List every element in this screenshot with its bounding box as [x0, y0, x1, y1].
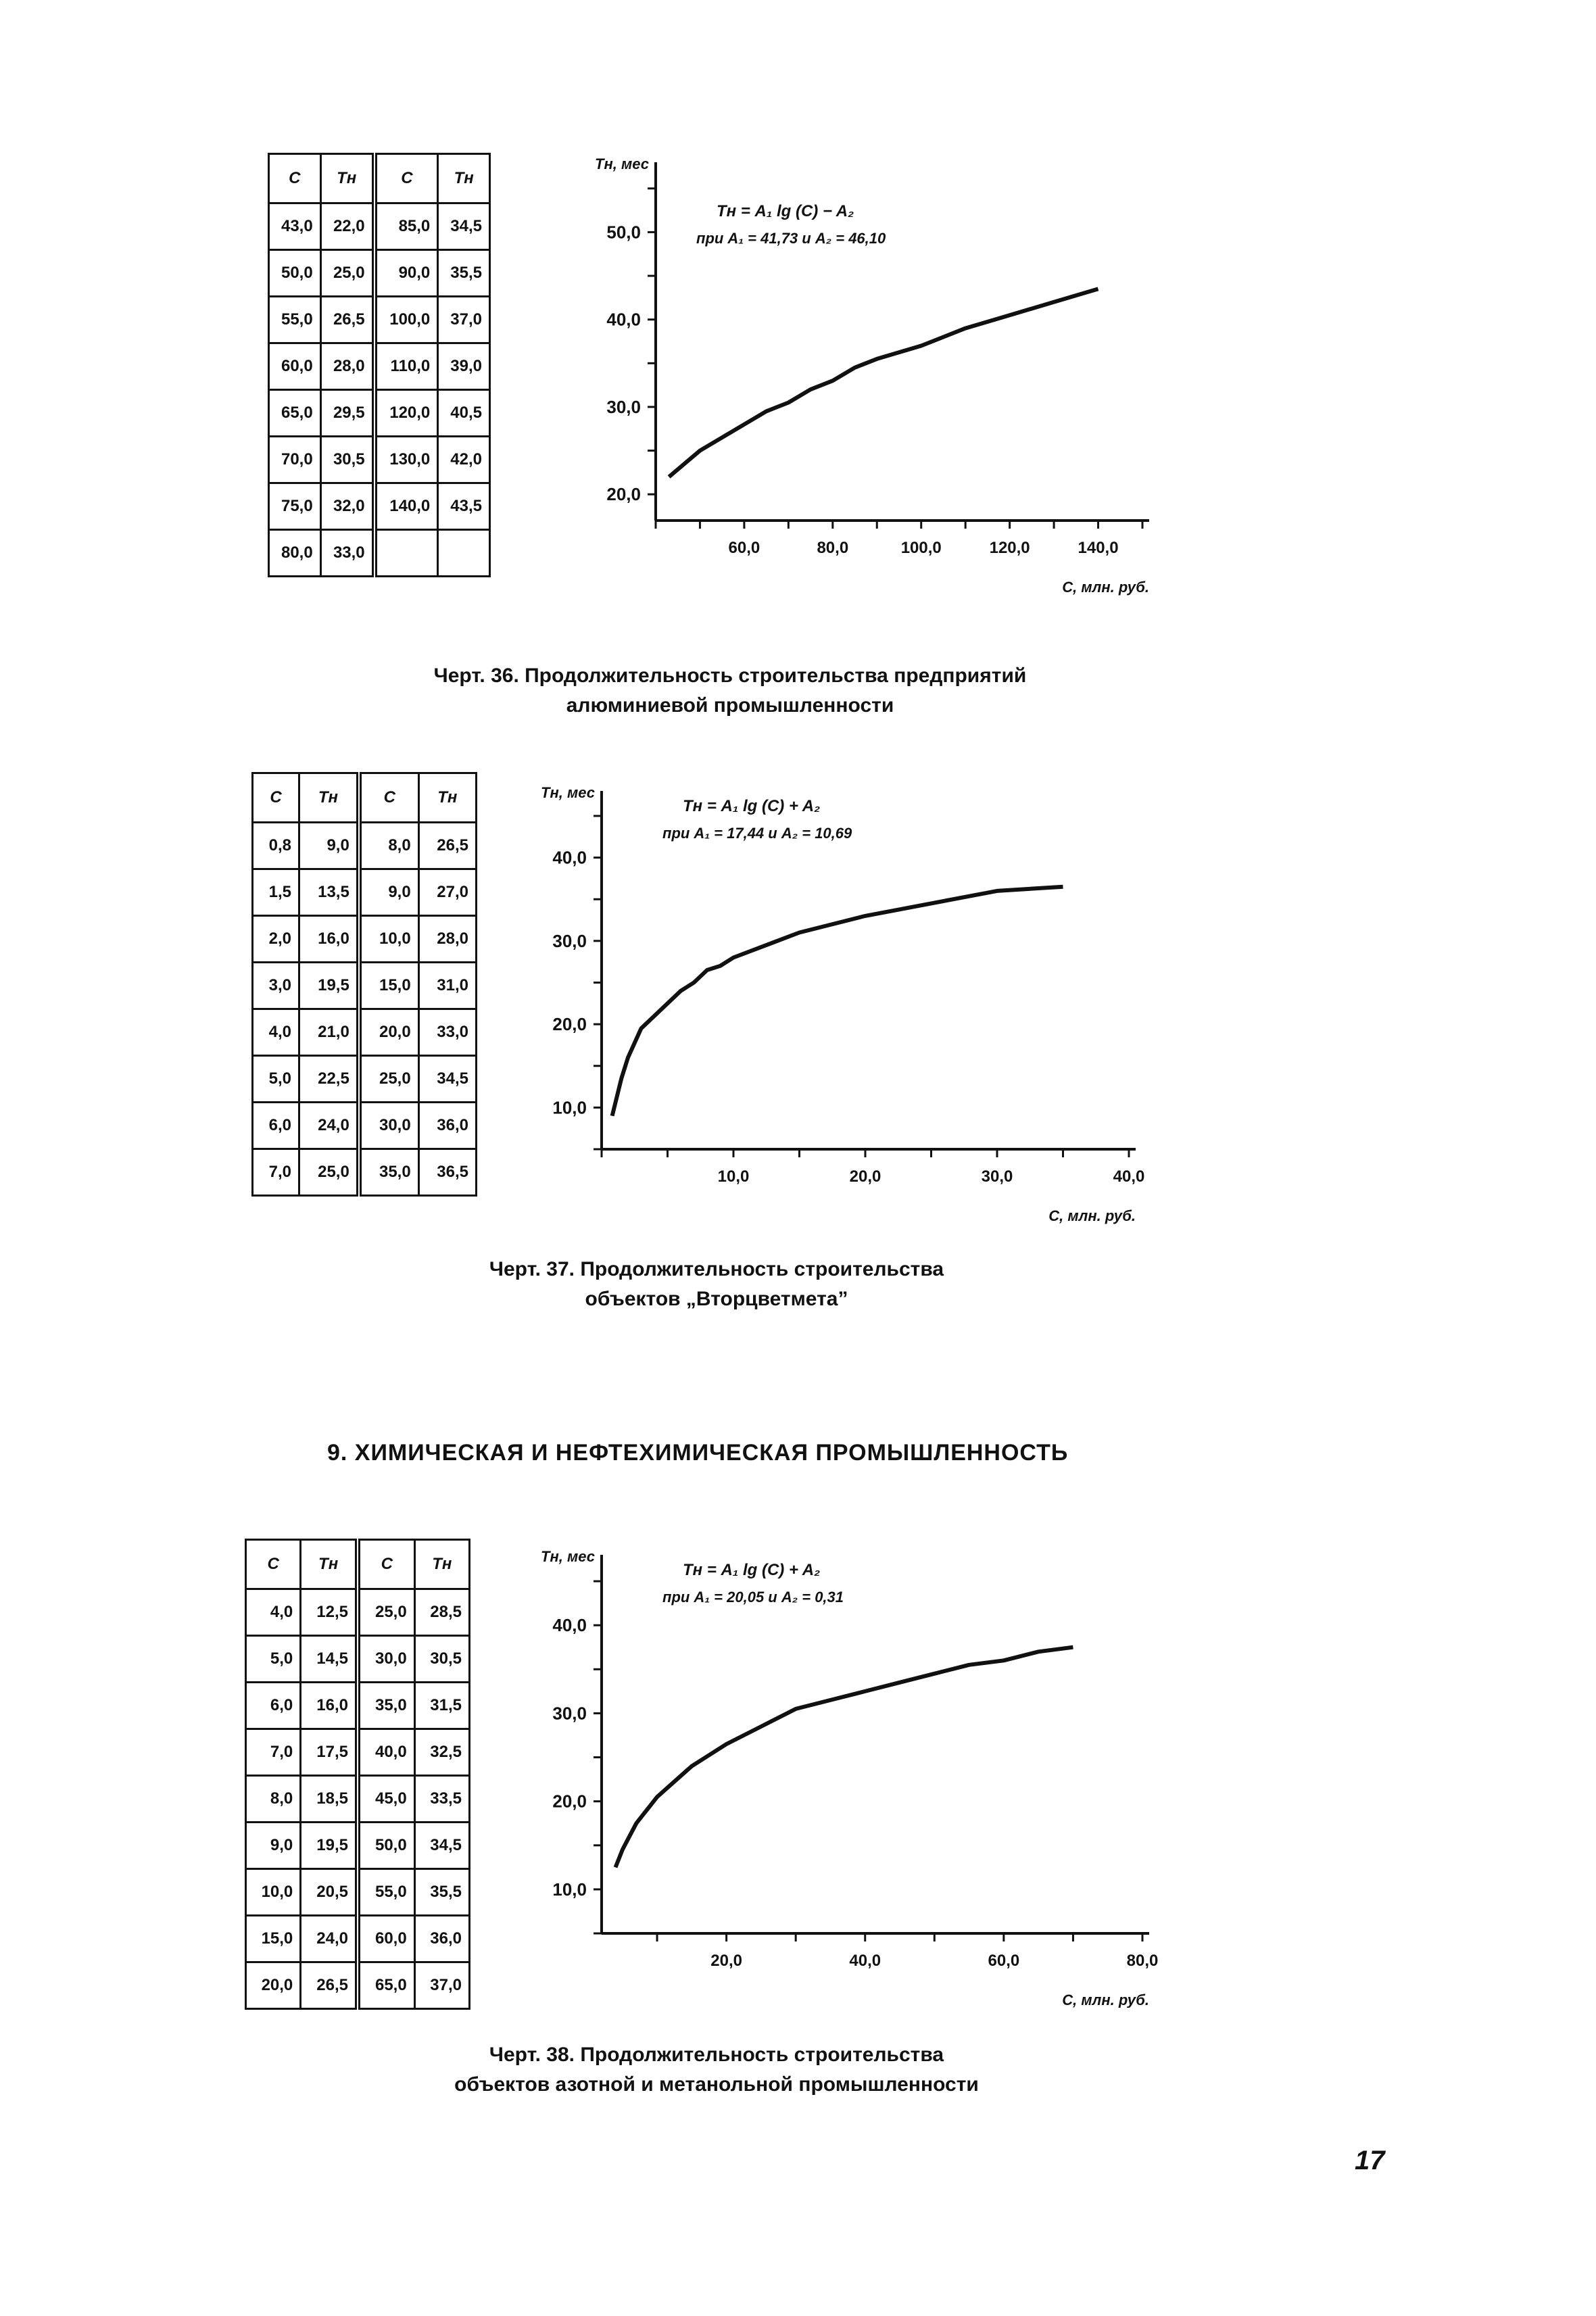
x-tick-label: 30,0 — [981, 1167, 1013, 1186]
table-cell: 43,0 — [269, 203, 321, 250]
fig37-caption: Черт. 37. Продолжительность строительства объектов „Вторцветмета” — [489, 1258, 944, 1310]
fig38-table — [245, 1539, 470, 2010]
table-cell: 35,5 — [438, 250, 490, 297]
x-tick-label: 60,0 — [988, 1952, 1020, 1970]
table-cell: 25,0 — [320, 250, 374, 297]
table-cell: 31,0 — [418, 963, 476, 1009]
table-cell: 36,0 — [418, 1103, 476, 1149]
table-row — [253, 1149, 477, 1196]
table-cell: 55,0 — [269, 297, 321, 343]
table-cell: 20,0 — [246, 1962, 301, 2009]
table-cell: 1,5 — [253, 869, 299, 916]
table-cell: 25,0 — [358, 1589, 414, 1636]
table-header-row — [246, 1540, 470, 1589]
x-tick-label: 120,0 — [989, 539, 1030, 557]
table-cell: 5,0 — [246, 1636, 301, 1683]
table-cell: 9,0 — [246, 1823, 301, 1869]
table-row — [269, 297, 490, 343]
table-header-cell: C — [246, 1540, 301, 1589]
table-row — [269, 250, 490, 297]
x-tick-label: 40,0 — [1113, 1167, 1145, 1186]
fig38-chart — [514, 1535, 1176, 2008]
table-cell: 45,0 — [358, 1776, 414, 1823]
table-cell: 8,0 — [359, 823, 418, 869]
table-cell: 110,0 — [374, 343, 438, 390]
formula-text: Tн = A₁ lg (C) + A₂ — [683, 1561, 821, 1579]
table-cell: 12,5 — [301, 1589, 358, 1636]
table-cell: 33,0 — [418, 1009, 476, 1056]
table-cell: 7,0 — [246, 1729, 301, 1776]
table-cell: 130,0 — [374, 437, 438, 483]
table-cell: 60,0 — [269, 343, 321, 390]
table-cell: 43,5 — [438, 483, 490, 530]
table-cell: 29,5 — [320, 390, 374, 437]
x-tick-label: 80,0 — [1126, 1952, 1159, 1970]
formula-params: при A₁ = 41,73 и A₂ = 46,10 — [696, 230, 886, 247]
table-cell: 2,0 — [253, 916, 299, 963]
table-header-cell: Tн — [418, 773, 476, 823]
fig36-caption: Черт. 36. Продолжительность строительства предприятий алюминиевой промышленности — [433, 665, 1027, 717]
table-cell: 32,0 — [320, 483, 374, 530]
table-header-cell: Tн — [320, 154, 374, 203]
table-cell: 4,0 — [246, 1589, 301, 1636]
data-curve — [612, 887, 1063, 1116]
table-cell: 10,0 — [246, 1869, 301, 1916]
table-header-cell: Tн — [301, 1540, 358, 1589]
x-tick-label: 20,0 — [710, 1952, 742, 1970]
table-cell: 70,0 — [269, 437, 321, 483]
table-row — [246, 1636, 470, 1683]
table-cell: 24,0 — [301, 1916, 358, 1962]
table-cell: 28,0 — [320, 343, 374, 390]
table-cell: 21,0 — [299, 1009, 358, 1056]
y-tick-label: 50,0 — [606, 222, 641, 243]
table-cell: 35,0 — [359, 1149, 418, 1196]
table-cell: 6,0 — [253, 1103, 299, 1149]
table-cell: 14,5 — [301, 1636, 358, 1683]
x-tick-label: 40,0 — [849, 1952, 881, 1970]
table-cell: 85,0 — [374, 203, 438, 250]
table-row — [269, 390, 490, 437]
table-cell: 40,5 — [438, 390, 490, 437]
table-cell: 33,0 — [320, 530, 374, 577]
table-row — [246, 1729, 470, 1776]
table-row — [246, 1823, 470, 1869]
table-cell: 10,0 — [359, 916, 418, 963]
table-row — [253, 1103, 477, 1149]
table-cell: 25,0 — [299, 1149, 358, 1196]
x-tick-label: 20,0 — [849, 1167, 881, 1186]
table-cell: 16,0 — [299, 916, 358, 963]
y-axis-label: Tн, мес — [541, 1548, 595, 1565]
table-cell: 27,0 — [418, 869, 476, 916]
table-row — [253, 1056, 477, 1103]
y-tick-label: 40,0 — [552, 1615, 587, 1636]
table-cell: 34,5 — [418, 1056, 476, 1103]
table-cell: 19,5 — [301, 1823, 358, 1869]
formula-params: при A₁ = 20,05 и A₂ = 0,31 — [662, 1589, 844, 1606]
table-cell: 60,0 — [358, 1916, 414, 1962]
table-row — [269, 203, 490, 250]
table-row — [269, 530, 490, 577]
table-row — [246, 1962, 470, 2009]
data-curve — [616, 1647, 1073, 1868]
table-cell: 30,5 — [414, 1636, 469, 1683]
table-cell: 26,5 — [418, 823, 476, 869]
table-cell: 17,5 — [301, 1729, 358, 1776]
table-header-cell: C — [358, 1540, 414, 1589]
x-axis-label: C, млн. руб. — [1048, 1207, 1136, 1224]
table-cell: 31,5 — [414, 1683, 469, 1729]
table-cell: 50,0 — [269, 250, 321, 297]
table-cell: 75,0 — [269, 483, 321, 530]
fig38-caption: Черт. 38. Продолжительность строительства объектов азотной и метанольной промышленности — [454, 2044, 979, 2096]
table-row — [246, 1683, 470, 1729]
table-cell: 6,0 — [246, 1683, 301, 1729]
table-row — [246, 1589, 470, 1636]
table-cell: 24,0 — [299, 1103, 358, 1149]
table-cell: 50,0 — [358, 1823, 414, 1869]
table-cell: 26,5 — [301, 1962, 358, 2009]
table-header-cell: C — [253, 773, 299, 823]
table-cell: 120,0 — [374, 390, 438, 437]
table-cell: 34,5 — [414, 1823, 469, 1869]
fig36-chart — [581, 142, 1176, 615]
table-cell: 30,0 — [358, 1636, 414, 1683]
table-header-cell: C — [374, 154, 438, 203]
table-row — [253, 963, 477, 1009]
table-row — [269, 343, 490, 390]
y-axis-label: Tн, мес — [541, 784, 595, 801]
y-tick-label: 30,0 — [606, 396, 641, 417]
y-tick-label: 20,0 — [606, 484, 641, 505]
table-cell: 37,0 — [438, 297, 490, 343]
table-cell: 26,5 — [320, 297, 374, 343]
table-cell: 25,0 — [359, 1056, 418, 1103]
fig38-table-block — [245, 1539, 470, 2010]
table-row — [269, 483, 490, 530]
fig37-chart-svg — [527, 771, 1163, 1244]
table-row — [269, 437, 490, 483]
table-header-cell: Tн — [299, 773, 358, 823]
table-cell: 30,0 — [359, 1103, 418, 1149]
table-cell: 9,0 — [359, 869, 418, 916]
table-cell: 36,0 — [414, 1916, 469, 1962]
table-cell: 100,0 — [374, 297, 438, 343]
table-cell: 13,5 — [299, 869, 358, 916]
section-title: 9. ХИМИЧЕСКАЯ И НЕФТЕХИМИЧЕСКАЯ ПРОМЫШЛЕННОСТЬ — [327, 1440, 1069, 1466]
table-cell: 7,0 — [253, 1149, 299, 1196]
x-tick-label: 60,0 — [728, 539, 760, 557]
table-cell: 0,8 — [253, 823, 299, 869]
x-tick-label: 140,0 — [1078, 539, 1119, 557]
y-tick-label: 10,0 — [552, 1879, 587, 1900]
y-axis-label: Tн, мес — [595, 155, 649, 172]
table-row — [253, 1009, 477, 1056]
table-cell: 4,0 — [253, 1009, 299, 1056]
x-axis-label: C, млн. руб. — [1062, 579, 1149, 596]
table-row — [246, 1869, 470, 1916]
x-tick-label: 80,0 — [817, 539, 849, 557]
table-cell: 20,5 — [301, 1869, 358, 1916]
fig36-table-block — [268, 153, 491, 577]
table-cell: 5,0 — [253, 1056, 299, 1103]
table-cell: 16,0 — [301, 1683, 358, 1729]
fig37-table — [251, 772, 477, 1197]
fig36-table — [268, 153, 491, 577]
fig37-table-block — [251, 772, 477, 1197]
fig37-chart — [527, 771, 1163, 1244]
page-number: 17 — [1355, 2146, 1385, 2175]
table-cell: 28,5 — [414, 1589, 469, 1636]
table-row — [246, 1916, 470, 1962]
x-axis-label: C, млн. руб. — [1062, 1992, 1149, 2008]
data-curve — [669, 289, 1098, 477]
formula-params: при A₁ = 17,44 и A₂ = 10,69 — [662, 825, 852, 842]
table-header-cell: C — [359, 773, 418, 823]
y-tick-label: 40,0 — [606, 309, 641, 330]
table-cell: 55,0 — [358, 1869, 414, 1916]
formula-text: Tн = A₁ lg (C) − A₂ — [717, 202, 854, 220]
table-cell: 9,0 — [299, 823, 358, 869]
table-cell: 8,0 — [246, 1776, 301, 1823]
table-cell: 15,0 — [246, 1916, 301, 1962]
table-header-row — [269, 154, 490, 203]
table-cell: 37,0 — [414, 1962, 469, 2009]
table-cell: 40,0 — [358, 1729, 414, 1776]
table-cell: 90,0 — [374, 250, 438, 297]
table-cell: 22,0 — [320, 203, 374, 250]
table-cell: 36,5 — [418, 1149, 476, 1196]
fig38-chart-svg — [514, 1535, 1176, 2008]
table-header-cell: Tн — [438, 154, 490, 203]
table-cell: 28,0 — [418, 916, 476, 963]
table-cell: 19,5 — [299, 963, 358, 1009]
table-cell: 39,0 — [438, 343, 490, 390]
x-tick-label: 100,0 — [900, 539, 942, 557]
table-row — [246, 1776, 470, 1823]
table-cell: 32,5 — [414, 1729, 469, 1776]
table-cell: 15,0 — [359, 963, 418, 1009]
y-tick-label: 40,0 — [552, 847, 587, 868]
table-cell — [438, 530, 490, 577]
table-header-cell: Tн — [414, 1540, 469, 1589]
x-tick-label: 10,0 — [717, 1167, 750, 1186]
table-cell: 18,5 — [301, 1776, 358, 1823]
table-cell: 30,5 — [320, 437, 374, 483]
y-tick-label: 30,0 — [552, 930, 587, 951]
table-cell: 33,5 — [414, 1776, 469, 1823]
y-tick-label: 20,0 — [552, 1791, 587, 1812]
table-row — [253, 916, 477, 963]
table-row — [253, 869, 477, 916]
table-cell: 140,0 — [374, 483, 438, 530]
fig36-chart-svg — [581, 142, 1176, 615]
table-cell: 42,0 — [438, 437, 490, 483]
table-cell: 35,0 — [358, 1683, 414, 1729]
table-cell: 35,5 — [414, 1869, 469, 1916]
y-tick-label: 20,0 — [552, 1014, 587, 1035]
table-cell: 34,5 — [438, 203, 490, 250]
table-row — [253, 823, 477, 869]
table-cell: 3,0 — [253, 963, 299, 1009]
table-header-cell: C — [269, 154, 321, 203]
table-cell: 20,0 — [359, 1009, 418, 1056]
table-cell: 65,0 — [269, 390, 321, 437]
table-cell — [374, 530, 438, 577]
table-cell: 22,5 — [299, 1056, 358, 1103]
y-tick-label: 30,0 — [552, 1703, 587, 1724]
table-header-row — [253, 773, 477, 823]
formula-text: Tн = A₁ lg (C) + A₂ — [683, 797, 821, 815]
table-cell: 80,0 — [269, 530, 321, 577]
y-tick-label: 10,0 — [552, 1097, 587, 1118]
table-cell: 65,0 — [358, 1962, 414, 2009]
